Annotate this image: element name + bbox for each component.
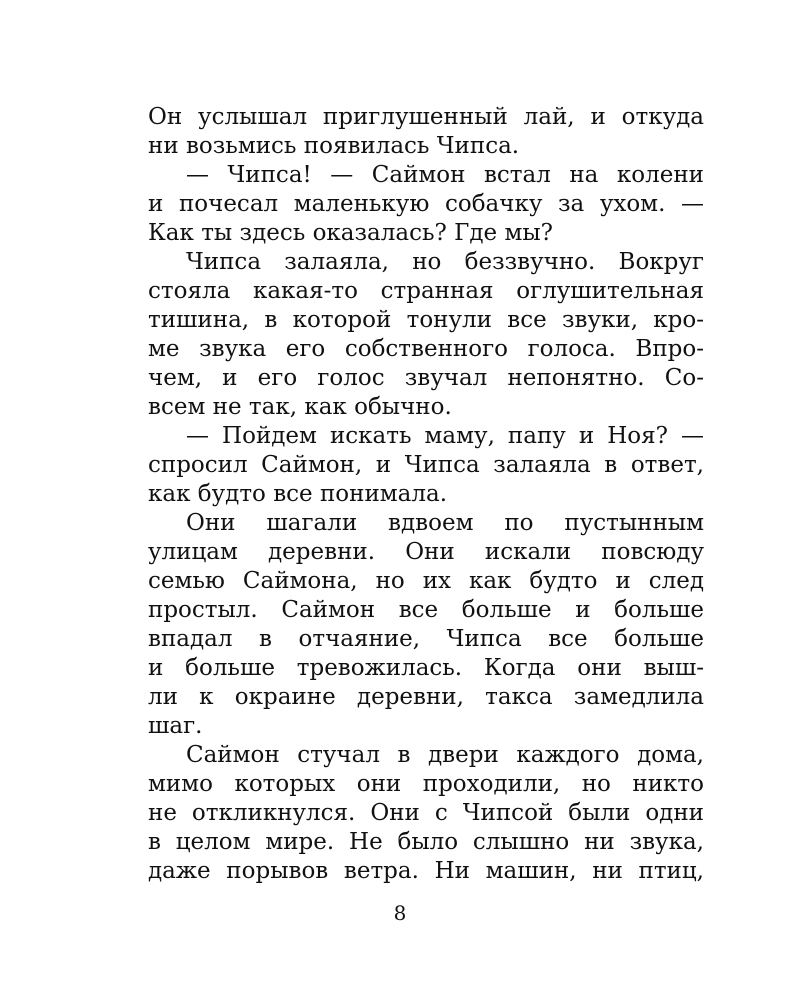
text-line: не откликнулся. Они с Чипсой были одни <box>148 800 704 826</box>
text-line: семью Саймона, но их как будто и след <box>148 568 704 594</box>
text-line: простыл. Саймон все больше и больше <box>148 597 704 623</box>
text-line: Чипса залаяла, но беззвучно. Вокруг <box>186 249 704 275</box>
text-line: всем не так, как обычно. <box>148 394 452 420</box>
text-line: как будто все понимала. <box>148 481 448 507</box>
text-line: и почесал маленькую собачку за ухом. — <box>148 191 704 217</box>
text-line: Он услышал приглушенный лай, и откуда <box>148 104 704 130</box>
text-line: даже порывов ветра. Ни машин, ни птиц, <box>148 858 704 884</box>
text-line: улицам деревни. Они искали повсюду <box>148 539 704 565</box>
text-line: чем, и его голос звучал непонятно. Со- <box>148 365 704 391</box>
text-line: спросил Саймон, и Чипса залаяла в ответ, <box>148 452 704 478</box>
text-line: Саймон стучал в двери каждого дома, <box>186 742 704 768</box>
text-line: — Чипса! — Саймон встал на колени <box>186 162 704 188</box>
text-line: мимо которых они проходили, но никто <box>148 771 704 797</box>
text-line: впадал в отчаяние, Чипса все больше <box>148 626 704 652</box>
text-line: тишина, в которой тонули все звуки, кро- <box>148 307 704 333</box>
text-line: ли к окраине деревни, такса замедлила <box>148 684 704 710</box>
text-line: шаг. <box>148 713 203 739</box>
text-line: стояла какая-то странная оглушительная <box>148 278 704 304</box>
text-line: ме звука его собственного голоса. Впро- <box>148 336 704 362</box>
page-number: 8 <box>393 901 407 925</box>
text-line: — Пойдем искать маму, папу и Ноя? — <box>186 423 704 449</box>
text-line: ни возьмись появилась Чипса. <box>148 133 520 159</box>
text-line: и больше тревожилась. Когда они выш- <box>148 655 704 681</box>
text-line: Они шагали вдвоем по пустынным <box>186 510 704 536</box>
body-text <box>148 103 704 886</box>
text-line: Как ты здесь оказалась? Где мы? <box>148 220 553 246</box>
text-line: в целом мире. Не было слышно ни звука, <box>148 829 704 855</box>
